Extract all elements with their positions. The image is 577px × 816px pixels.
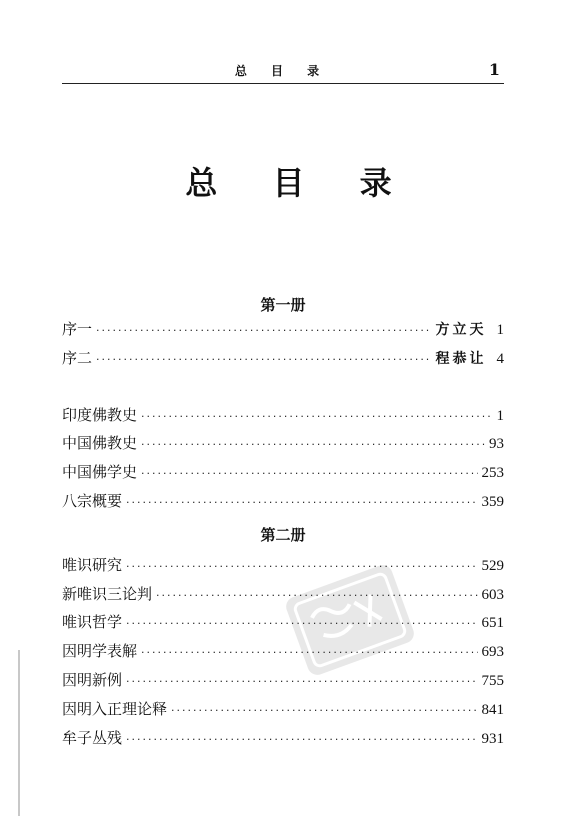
scan-edge: [18, 650, 20, 816]
toc-entry[interactable]: [62, 461, 504, 483]
entry-page: 359: [481, 494, 504, 510]
toc-entry[interactable]: [62, 727, 504, 749]
dot-leader: [126, 496, 477, 509]
entry-page: 931: [481, 731, 504, 747]
entry-title: 印度佛教史: [62, 406, 138, 424]
header-rule: [62, 83, 504, 84]
entry-page: 651: [481, 615, 504, 631]
entry-page: 1: [496, 322, 504, 338]
entry-page: 755: [481, 673, 504, 689]
entry-author: 程恭让: [435, 351, 487, 367]
volume-heading-1: 第一册: [260, 296, 306, 314]
toc-entry[interactable]: [62, 611, 504, 633]
entry-author: 方立天: [435, 322, 487, 338]
page-number: 1: [488, 60, 500, 79]
entry-page: 693: [481, 644, 504, 660]
dot-leader: [126, 560, 477, 573]
toc-entry[interactable]: [62, 490, 504, 512]
toc-entry[interactable]: [62, 669, 504, 691]
entry-page: 529: [481, 558, 504, 574]
entry-title: 因明新例: [62, 671, 123, 689]
entry-page: 93: [489, 436, 504, 452]
entry-title: 序一: [62, 320, 93, 338]
seal-watermark: [278, 557, 422, 683]
dot-leader: [171, 704, 477, 717]
entry-title: 中国佛教史: [62, 434, 138, 452]
entry-title: 唯识研究: [62, 556, 123, 574]
dot-leader: [141, 467, 477, 480]
toc-entry[interactable]: [62, 404, 504, 426]
dot-leader: [96, 324, 431, 337]
entry-title: 因明学表解: [62, 642, 138, 660]
dot-leader: [126, 733, 477, 746]
volume-heading-2: 第二册: [260, 526, 306, 544]
dot-leader: [141, 438, 485, 451]
dot-leader: [96, 353, 431, 366]
entry-page: 603: [481, 587, 504, 603]
entry-title: 因明入正理论释: [62, 700, 168, 718]
toc-entry[interactable]: [62, 698, 504, 720]
entry-page: 1: [496, 408, 504, 424]
running-title: 总 目 录: [234, 64, 330, 78]
entry-title: 新唯识三论判: [62, 585, 153, 603]
entry-title: 序二: [62, 349, 93, 367]
entry-title: 中国佛学史: [62, 463, 138, 481]
entry-page: 841: [481, 702, 504, 718]
entry-page: 253: [481, 465, 504, 481]
dot-leader: [141, 410, 492, 423]
entry-title: 牟子丛残: [62, 729, 123, 747]
toc-entry[interactable]: [62, 554, 504, 576]
entry-page: 4: [496, 351, 504, 367]
running-header: [62, 60, 502, 80]
toc-entry-preface-1[interactable]: [62, 318, 504, 340]
page-title: 总 目 录: [185, 164, 414, 202]
entry-title: 唯识哲学: [62, 613, 123, 631]
dot-leader: [126, 675, 477, 688]
toc-entry[interactable]: [62, 432, 504, 454]
toc-entry-preface-2[interactable]: [62, 347, 504, 369]
toc-entry[interactable]: [62, 640, 504, 662]
entry-title: 八宗概要: [62, 492, 123, 510]
